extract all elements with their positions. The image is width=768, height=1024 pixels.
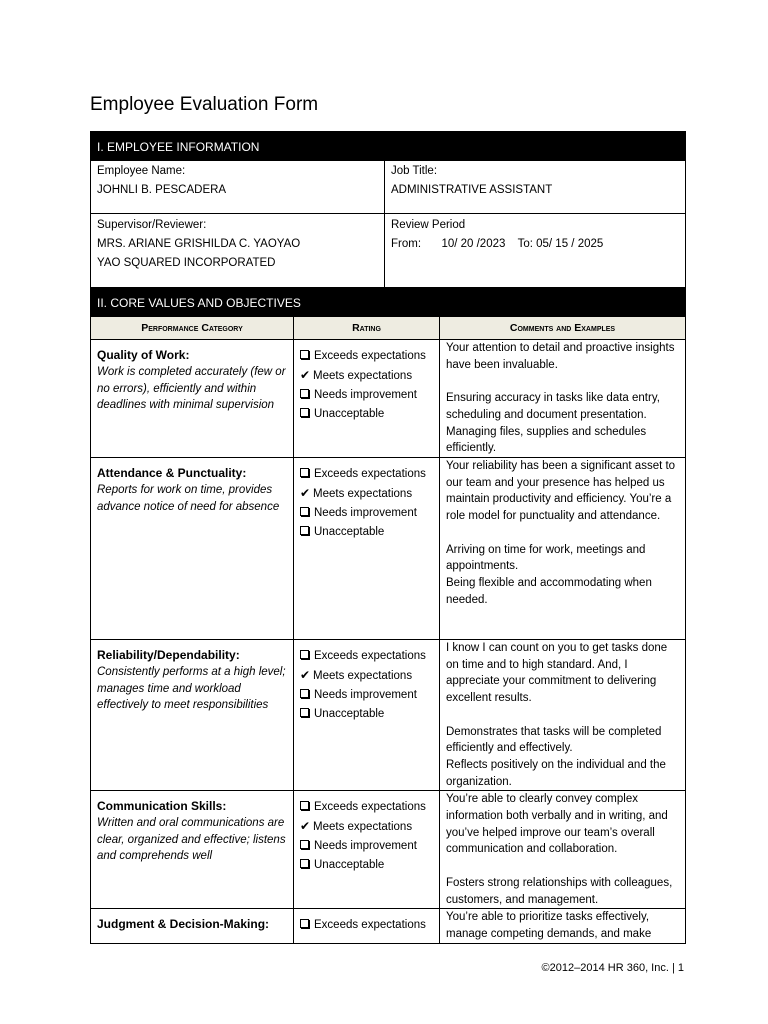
table-row — [91, 340, 686, 458]
rating-option[interactable] — [300, 465, 433, 484]
column-headers — [91, 317, 686, 340]
checkbox-icon[interactable] — [300, 919, 309, 928]
category-name: Attendance & Punctuality: — [97, 466, 247, 480]
comment-text: Your reliability has been a significant asset to our team and your presence has helped us maintain productivity and efficiency. You’re a role model for punctuality and attendance. — [446, 460, 676, 523]
employee-name-value: JOHNLI B. PESCADERA — [97, 184, 227, 196]
checkbox-icon[interactable] — [300, 801, 309, 810]
checkmark-icon[interactable]: ✔ — [300, 486, 311, 500]
rating-label: Meets expectations — [313, 821, 413, 834]
comment-text: I know I can count on you to get tasks done on time and to high standard. And, I appreciate your commitment to delivering excellent results. — [446, 642, 668, 705]
rating-option[interactable] — [300, 666, 433, 686]
category-cell — [91, 340, 294, 458]
table-row — [91, 458, 686, 640]
page-footer: ©2012–2014 HR 360, Inc. | 1 — [541, 962, 684, 974]
checkbox-icon[interactable] — [300, 708, 309, 717]
rating-label: Meets expectations — [313, 670, 413, 682]
column-header-comments: Comments and Examples — [440, 317, 686, 340]
rating-label: Exceeds expectations — [314, 350, 426, 362]
employee-name-label: Employee Name: — [97, 165, 186, 177]
category-description: Consistently performs at a high level; manages time and workload effectively to meet responsibilities — [97, 666, 286, 711]
checkmark-icon[interactable]: ✔ — [300, 368, 311, 382]
checkbox-icon[interactable] — [300, 507, 309, 516]
comments-cell — [440, 909, 686, 943]
comment-text: You’re able to clearly convey complex information both verbally and in writing, and you’ve helped improve our team’s overall communication and collaboration. — [446, 793, 668, 856]
review-period-cell — [385, 214, 686, 288]
comments-cell — [440, 340, 686, 458]
rating-option[interactable] — [300, 817, 433, 837]
checkbox-icon[interactable] — [300, 859, 309, 868]
from-date: 10/ 20 /2023 — [441, 238, 506, 250]
column-header-category: Performance Category — [91, 317, 294, 340]
section-header-employee-info: I. EMPLOYEE INFORMATION — [91, 132, 686, 161]
rating-label: Unacceptable — [314, 526, 385, 538]
employee-name-cell — [91, 161, 385, 214]
checkbox-icon[interactable] — [300, 689, 309, 698]
category-description: Reports for work on time, provides advance notice of need for absence — [97, 484, 280, 513]
comment-text: Managing files, supplies and schedules efficiently. — [446, 425, 647, 455]
rating-label: Unacceptable — [314, 708, 385, 720]
rating-cell — [294, 458, 440, 640]
rating-option[interactable] — [300, 386, 433, 405]
table-row — [91, 909, 686, 943]
checkbox-icon[interactable] — [300, 408, 309, 417]
comment-text: Ensuring accuracy in tasks like data entry, scheduling and document presentation. — [446, 392, 660, 421]
category-cell — [91, 458, 294, 640]
rating-cell — [294, 909, 440, 943]
checkbox-icon[interactable] — [300, 526, 309, 535]
checkbox-icon[interactable] — [300, 389, 309, 398]
supervisor-name: MRS. ARIANE GRISHILDA C. YAOYAO — [97, 238, 301, 250]
comment-text: Fosters strong relationships with colleagues, customers, and management. — [446, 876, 673, 906]
rating-option[interactable] — [300, 523, 433, 542]
employee-info-row — [91, 161, 686, 214]
category-cell — [91, 791, 294, 909]
comment-text: You’re able to prioritize tasks effectively, manage competing demands, and make — [446, 911, 652, 940]
rating-label: Unacceptable — [314, 408, 385, 420]
supervisor-cell — [91, 214, 385, 288]
category-name: Quality of Work: — [97, 348, 190, 362]
comment-text: Reflects positively on the individual and the organization. — [446, 758, 666, 788]
rating-label: Exceeds expectations — [314, 919, 426, 932]
supervisor-label: Supervisor/Reviewer: — [97, 219, 207, 231]
rating-label: Meets expectations — [313, 488, 413, 500]
category-description: Work is completed accurately (few or no errors), efficiently and within deadlines with minimal supervision — [97, 366, 286, 411]
rating-label: Meets expectations — [313, 370, 413, 382]
rating-option[interactable] — [300, 686, 433, 705]
rating-option[interactable] — [300, 366, 433, 386]
comment-text: Being flexible and accommodating when needed. — [446, 576, 652, 606]
comments-cell — [440, 640, 686, 791]
checkbox-icon[interactable] — [300, 650, 309, 659]
table-row — [91, 791, 686, 909]
category-description: Written and oral communications are clear, organized and effective; listens and comprehends well — [97, 817, 286, 863]
rating-label: Needs improvement — [314, 389, 417, 401]
rating-option[interactable] — [300, 347, 433, 366]
supervisor-company: YAO SQUARED INCORPORATED — [97, 257, 276, 269]
section-header-core-values: II. CORE VALUES AND OBJECTIVES — [91, 288, 686, 317]
supervisor-row — [91, 214, 686, 288]
rating-label: Exceeds expectations — [314, 650, 426, 662]
rating-label: Exceeds expectations — [314, 468, 426, 480]
column-header-rating: Rating — [294, 317, 440, 340]
comment-text: Your attention to detail and proactive insights have been invaluable. — [446, 342, 675, 371]
category-cell — [91, 909, 294, 943]
checkmark-icon[interactable]: ✔ — [300, 819, 311, 834]
rating-option[interactable] — [300, 647, 433, 666]
category-name: Communication Skills: — [97, 799, 227, 814]
job-title-label: Job Title: — [391, 165, 438, 177]
category-name: Reliability/Dependability: — [97, 648, 240, 662]
category-cell — [91, 640, 294, 791]
rating-option[interactable] — [300, 798, 433, 817]
comment-text: Demonstrates that tasks will be completed efficiently and effectively. — [446, 725, 662, 755]
checkbox-icon[interactable] — [300, 350, 309, 359]
rating-label: Needs improvement — [314, 840, 417, 853]
category-name: Judgment & Decision-Making: — [97, 917, 270, 932]
rating-option[interactable] — [300, 837, 433, 856]
rating-option[interactable] — [300, 405, 433, 424]
checkbox-icon[interactable] — [300, 468, 309, 477]
evaluation-rows — [91, 340, 686, 944]
from-label: From: — [391, 238, 422, 250]
table-row — [91, 640, 686, 791]
comments-cell — [440, 458, 686, 640]
rating-label: Exceeds expectations — [314, 801, 426, 814]
rating-label: Needs improvement — [314, 689, 417, 701]
rating-cell — [294, 791, 440, 909]
to-date: To: 05/ 15 / 2025 — [517, 238, 604, 250]
rating-cell — [294, 340, 440, 458]
rating-label: Needs improvement — [314, 507, 417, 519]
rating-option[interactable] — [300, 484, 433, 504]
checkbox-icon[interactable] — [300, 840, 309, 849]
job-title-value: ADMINISTRATIVE ASSISTANT — [391, 184, 553, 196]
review-period-label: Review Period — [391, 219, 466, 231]
comment-text: Arriving on time for work, meetings and appointments. — [446, 543, 646, 573]
job-title-cell — [385, 161, 686, 214]
rating-option[interactable] — [300, 504, 433, 523]
rating-option[interactable] — [300, 705, 433, 724]
checkmark-icon[interactable]: ✔ — [300, 668, 311, 682]
comments-cell — [440, 791, 686, 909]
rating-option[interactable] — [300, 856, 433, 875]
evaluation-table — [90, 131, 686, 944]
form-title: Employee Evaluation Form — [90, 94, 319, 115]
rating-label: Unacceptable — [314, 859, 385, 872]
rating-option[interactable] — [300, 916, 433, 935]
review-period-dates — [391, 235, 679, 254]
rating-cell — [294, 640, 440, 791]
